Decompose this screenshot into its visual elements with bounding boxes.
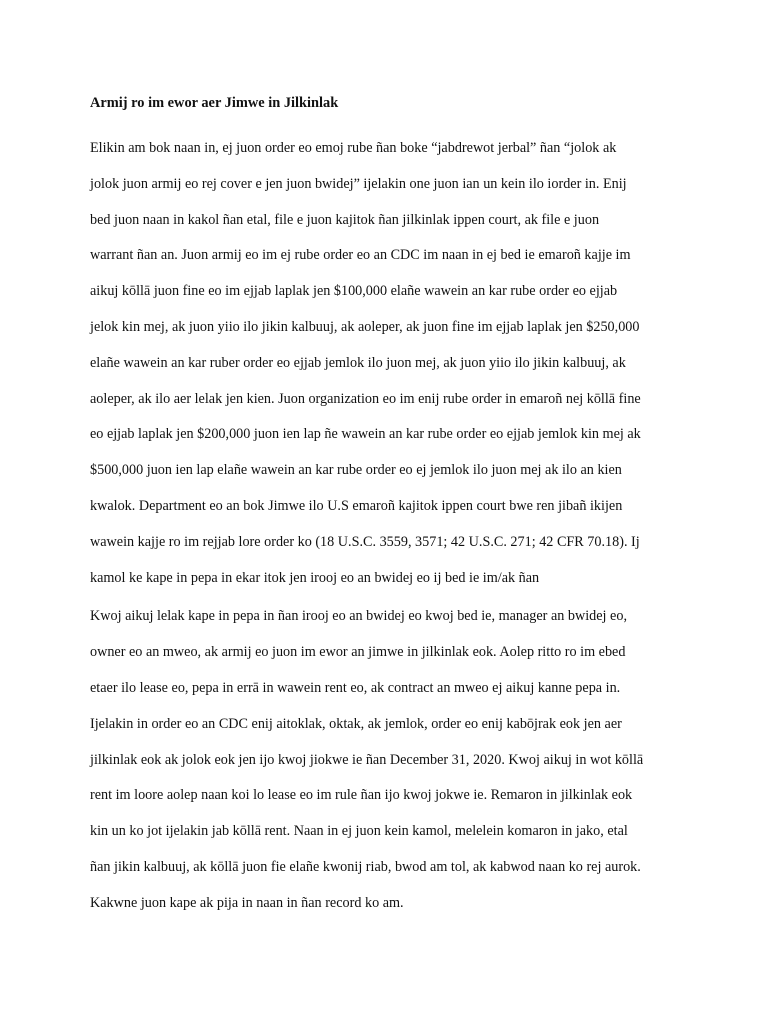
paragraph-line: bed juon naan in kakol ñan etal, file e juon kajitok ñan jilkinlak ippen court, ak file e juon [90, 211, 600, 228]
paragraph-line: warrant ñan an. Juon armij eo im ej rube order eo an CDC im naan in ej bed ie emaroñ kajje im [90, 247, 631, 264]
paragraph-line: ñan jikin kalbuuj, ak kōllā juon fie elañe kwonij riab, bwod am tol, ak kabwod naan ko rej aurok. [90, 858, 641, 875]
paragraph-line: kin un ko jot ijelakin jab kōllā rent. Naan in ej juon kein kamol, melelein komaron in jako, etal [90, 823, 628, 840]
paragraph-line: Kakwne juon kape ak pija in naan in ñan record ko am. [90, 894, 404, 911]
paragraph-line: eo ejjab laplak jen $200,000 juon ien lap ñe wawein an kar rube order eo ejjab jemlok kin mej ak [90, 426, 641, 443]
paragraph-line: $500,000 juon ien lap elañe wawein an kar rube order eo ej jemlok ilo juon mej ak ilo an kien [90, 462, 622, 479]
paragraph-line: jolok juon armij eo rej cover e jen juon bwidej” ijelakin one juon ian un kein ilo iorder in. Enij [90, 175, 627, 192]
paragraph-line: aoleper, ak ilo aer lelak jen kien. Juon organization eo im enij rube order in emaroñ nej kōllā fine [90, 390, 641, 407]
paragraph-line: elañe wawein an kar ruber order eo ejjab jemlok ilo juon mej, ak juon yiio ilo jikin kalbuuj, ak [90, 354, 626, 371]
paragraph-line: jelok kin mej, ak juon yiio ilo jikin kalbuuj, ak aoleper, ak juon fine im ejjab laplak jen $250,000 [90, 318, 640, 335]
paragraph-line: etaer ilo lease eo, pepa in errā in wawein rent eo, ak contract an mweo ej aikuj kanne pepa in. [90, 679, 621, 696]
paragraph-line: owner eo an mweo, ak armij eo juon im ewor an jimwe in jilkinlak eok. Aolep ritto ro im ebed [90, 644, 626, 661]
paragraph-line: kwalok. Department eo an bok Jimwe ilo U.S emaroñ kajitok ippen court bwe ren jibañ ikijen [90, 497, 623, 514]
document-body [90, 92, 690, 922]
paragraph-1 [90, 131, 690, 596]
paragraph-line: jilkinlak eok ak jolok eok jen ijo kwoj jiokwe ie ñan December 31, 2020. Kwoj aikuj in wot kōllā [90, 751, 644, 768]
paragraph-line: Kwoj aikuj lelak kape in pepa in ñan irooj eo an bwidej eo kwoj bed ie, manager an bwidej eo, [90, 608, 627, 625]
paragraph-line: Ijelakin in order eo an CDC enij aitoklak, oktak, ak jemlok, order eo enij kabōjrak eok jen aer [90, 715, 622, 732]
paragraph-line: aikuj kōllā juon fine eo im ejjab laplak jen $100,000 elañe wawein an kar rube order eo ejjab [90, 283, 618, 300]
paragraph-line: kamol ke kape in pepa in ekar itok jen irooj eo an bwidej eo ij bed ie im/ak ñan [90, 569, 540, 586]
paragraph-line: wawein kajje ro im rejjab lore order ko (18 U.S.C. 3559, 3571; 42 U.S.C. 271; 42 CFR 70.18). Ij [90, 533, 640, 550]
paragraph-line: rent im loore aolep naan koi lo lease eo im rule ñan ijo kwoj jokwe ie. Remaron in jilkinlak eok [90, 787, 633, 804]
paragraph-line: Elikin am bok naan in, ej juon order eo emoj rube ñan boke “jabdrewot jerbal” ñan “jolok ak [90, 140, 617, 156]
paragraph-2 [90, 599, 690, 921]
document-title: Armij ro im ewor aer Jimwe in Jilkinlak [90, 95, 339, 111]
